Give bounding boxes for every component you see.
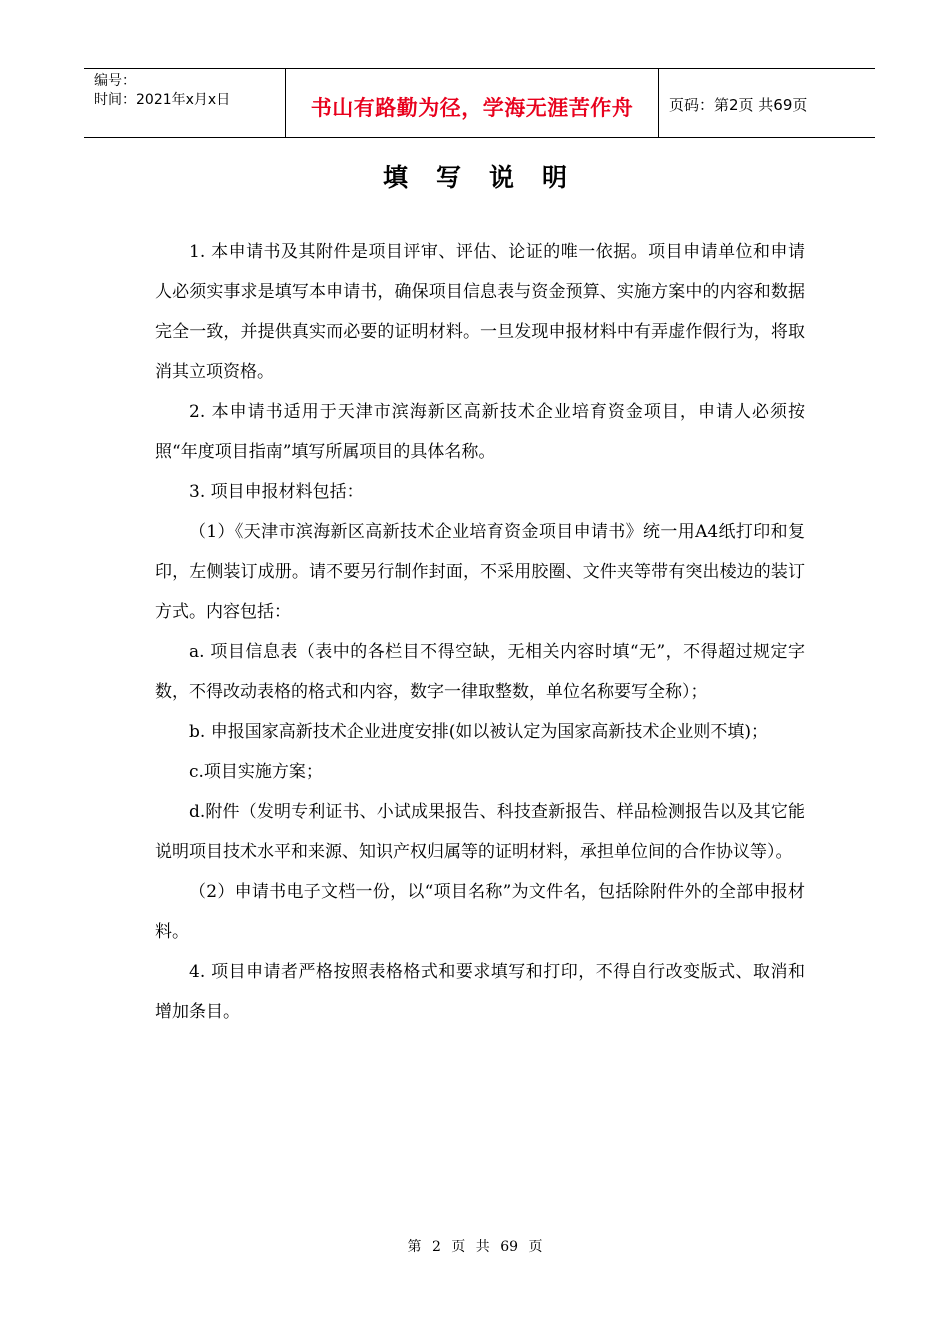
page-code: 页码：第2页 共69页 <box>669 96 808 114</box>
paragraph: 2. 本申请书适用于天津市滨海新区高新技术企业培育资金项目，申请人必须按照“年度项目指南”填写所属项目的具体名称。 <box>155 402 805 462</box>
paragraph: a. 项目信息表（表中的各栏目不得空缺，无相关内容时填“无”，不得超过规定字数，不得改动表格的格式和内容，数字一律取整数，单位名称要写全称）； <box>155 642 805 702</box>
paragraph: 1. 本申请书及其附件是项目评审、评估、论证的唯一依据。项目申请单位和申请人必须实事求是填写本申请书，确保项目信息表与资金预算、实施方案中的内容和数据完全一致，并提供真实而必要的证明材料。一旦发现申报材料中有弄虚作假行为，将取消其立项资格。 <box>155 242 805 382</box>
header-motto-cell <box>286 69 659 137</box>
motto-text: 书山有路勤为径，学海无涯苦作舟 <box>310 96 634 120</box>
page-footer: 第 2 页 共 69 页 <box>407 1239 543 1255</box>
paragraph: 3. 项目申报材料包括： <box>189 482 364 502</box>
paragraph: （2）申请书电子文档一份，以“项目名称”为文件名，包括除附件外的全部申报材料。 <box>155 882 805 942</box>
instructions-body <box>155 232 805 1032</box>
number-label: 编号： <box>94 73 136 89</box>
document-title: 填写说明 <box>382 163 595 192</box>
paragraph: 4. 项目申请者严格按照表格格式和要求填写和打印，不得自行改变版式、取消和增加条目。 <box>155 962 805 1022</box>
header-info-cell <box>84 69 286 137</box>
header-page-cell <box>659 69 875 137</box>
paragraph: b. 申报国家高新技术企业进度安排(如以被认定为国家高新技术企业则不填)； <box>189 722 768 742</box>
page-header <box>84 68 875 138</box>
paragraph: （1）《天津市滨海新区高新技术企业培育资金项目申请书》统一用A4纸打印和复印，左侧装订成册。请不要另行制作封面，不采用胶圈、文件夹等带有突出棱边的装订方式。内容包括： <box>155 522 805 622</box>
time-label: 时间：2021年x月x日 <box>94 92 231 108</box>
paragraph: c.项目实施方案； <box>189 762 323 782</box>
paragraph: d.附件（发明专利证书、小试成果报告、科技查新报告、样品检测报告以及其它能说明项目技术水平和来源、知识产权归属等的证明材料，承担单位间的合作协议等）。 <box>155 802 805 862</box>
